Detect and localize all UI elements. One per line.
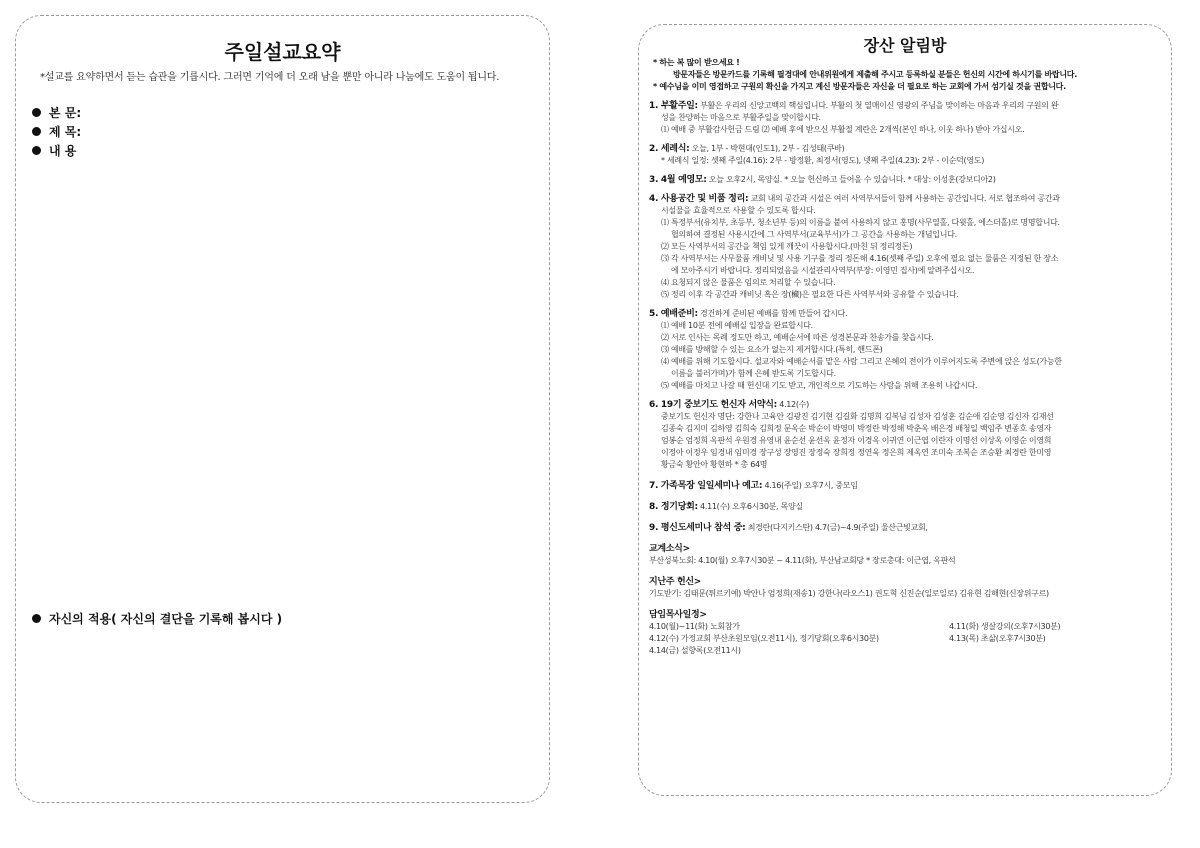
bullet-dot-icon (32, 108, 41, 117)
section-space-cleanup: 4. 사용공간 및 비품 정리: 교회 내의 공간과 시설은 여러 사역부서들이 함께 사용하는 공간입니다. 서로 협조하여 공간과 시설물을 효율적으로 사용할 수 있도록 합시다. ⑴ 특정부서(유치부, 초등부, 청소년부 등)의 이름을 붙여 사용하지 않고 홍명(사무열홀, 다윗홀, 에스더홀)로 명명합니다. 협의하여 결정된 사용시간에 그 사역부서(교육부서)가 그 공간을 사용하는 개념입니다. ⑵ 모든 사역부서의 공간을 책임 있게 깨끗이 사용합시다.(마친 뒤 정리정돈) ⑶ 각 사역부서는 사무물품 캐비닛 및 사용 기구를 정리 정돈해 4.16(셋째 주일) 오후에 필요 없는 물품은 지정된 한 장소 에 모아주시기 바랍니다. 정리되었음을 시설관리사역부(부장: 이영민 집사)에 알려주십시오. ⑷ 요청되지 않은 물품은 임의로 처리할 수 있습니다. ⑸ 정리 이후 각 공간과 캐비닛 혹은 장(欌)은 필요한 다른 사역부서와 공유할 수 있습니다. (649, 194, 1060, 299)
schedule-row: 4.14(금) 설향록(오전11시) (649, 646, 741, 655)
bullet-scripture: 본 문: (32, 104, 81, 121)
section-session-meeting: 8. 정기당회: 4.11(수) 오후6시30분, 목양실 (649, 502, 803, 512)
section-lay-seminar: 9. 평신도세미나 참석 중: 최경란(다지키스탄) 4.7(금)~4.9(주일) 울산근빛교회, (649, 523, 928, 533)
bullet-application: 자신의 적용( 자신의 결단을 기록해 봅시다 ) (32, 610, 282, 627)
bullet-content: 내 용 (32, 142, 76, 159)
announcements-title: 장산 알림방 (863, 36, 947, 55)
schedule-row: 4.12(수) 가정교회 부산초원모임(오전11시), 정기당회(오후6시30분) 4.13(목) 초삶(오후7시30분) (649, 634, 1046, 643)
bullet-dot-icon (32, 614, 41, 623)
section-baptism: 2. 세례식: 오늘, 1부 - 박현대(인도1), 2부 - 김성태(쿠바) * 세례식 일정: 셋째 주일(4.16): 2부 - 방정환, 최정서(영도), 넷째 주일(4.23): 2부 - 이순덕(영도) (649, 144, 985, 165)
section-family-seminar: 7. 가족목장 일일세미나 예고: 4.16(주일) 오후7시, 중모임 (649, 481, 858, 491)
section-pastor-schedule: 담임목사일정> 4.10(월)~11(화) 노회참가 4.11(화) 생살강의(오후7시30분) 4.12(수) 가정교회 부산초원모임(오전11시), 정기당회(오후6시30분) 4.13(목) 초삶(오후7시30분) 4.14(금) 설향록(오전11시) (649, 609, 1163, 657)
schedule-row: 4.10(월)~11(화) 노회참가 4.11(화) 생살강의(오후7시30분) (649, 622, 1061, 631)
sermon-summary-panel (15, 15, 550, 803)
bullet-dot-icon (32, 146, 41, 155)
bullet-dot-icon (32, 127, 41, 136)
section-worship-prep: 5. 예배준비: 경건하게 준비된 예배를 함께 만들어 갑시다. ⑴ 예배 10분 전에 예배실 입장을 완료합시다. ⑵ 서로 인사는 목례 정도만 하고, 예배순서에 따른 성경본문과 찬송가를 찾읍시다. ⑶ 예배를 방해할 수 있는 요소가 없는지 제거합시다.(특히, 핸드폰) ⑷ 예배를 위해 기도합시다. 설교자와 예배순서를 맡은 사람 그리고 은혜의 전이가 이루어지도록 주변에 앉은 성도(가능한 이름을 불러가며)가 함께 은혜 받도록 기도합시다. ⑸ 예배를 마치고 나갈 때 헌신대 기도 받고, 개인적으로 기도하는 사람을 위해 조용히 나갑시다. (649, 309, 1062, 390)
notice-block: * 하는 복 많이 받으세요 ! 방문자들은 방문카드를 기록해 필경대에 안내위원에게 제출해 주시고 등록하실 분들은 헌신의 시간에 하시기를 바랍니다. * 예수님을 이미 영접하고 구원의 확신을 가지고 계신 방문자들은 자신을 더 필요로 하는 교회에 가서 섬기실 것을 권합니다. (653, 58, 1077, 91)
announcements-panel (638, 24, 1172, 796)
section-last-week: 지난주 헌신> 기도받기: 김태문(튀르키예) 박안나 엄정희(재송1) 강한나(라오스1) 권도혁 신진순(일로일로) 김유현 김해현(신장위구르) (649, 577, 1049, 598)
section-church-news: 교계소식> 부산성북노회: 4.10(월) 오후7시30분 ~ 4.11(화), 부산남교회당 * 장로총대: 이근엽, 옥판석 (649, 544, 956, 565)
section-easter: 1. 부활주일: 부활은 우리의 신앙고백의 핵심입니다. 부활의 첫 열매이신 영광의 주님을 맞이하는 마음과 우리의 구원의 완 성을 찬양하는 마음으로 부활주일을 맞이합시다. ⑴ 예배 중 부활감사헌금 드림 ⑵ 예배 후에 받으신 부활절 계란은 2개씩(본인 하나, 이웃 하나) 받아 가십시오. (649, 101, 1059, 134)
bullet-title: 제 목: (32, 123, 81, 140)
announcements-body (649, 57, 1163, 657)
section-april-meeting: 3. 4월 예영모: 오늘 오후2시, 목양실. * 오늘 헌신하고 들어올 수 있습니다. * 대상: 이성훈(강보디아2) (649, 175, 996, 185)
subtitle-note: *설교를 요약하면서 듣는 습관을 기릅시다. 그러면 기억에 더 오래 남을 뿐만 아니라 나눔에도 도움이 됩니다. (40, 72, 500, 83)
section-intercessors: 6. 19기 중보기도 헌신자 서약식: 4.12(수) 중보기도 헌신자 명단: 강한나 고육안 김광진 김기현 김길화 김명희 김복님 김성자 김성훈 김순애 김순영 김신자 김재선 김종숙 김지미 김하영 김희숙 김희정 문옥순 박순이 박영미 박정란 박정해 박춘옥 배은경 배청일 백임주 변종호 송영자 엄봉순 엄정희 옥판석 우원경 유영내 윤순선 윤선옥 윤정자 이경옥 이귀연 이근엽 이란자 이명선 이상옥 이영순 이영희 이정아 이정우 임경내 임미경 장구성 장영진 장정숙 장희정 정연욱 정은희 제옥연 조미숙 조복순 조승환 최경란 한미영 황금숙 황안아 황현하 * 총 64명 (649, 400, 1054, 469)
page-title: 주일설교요약 (224, 40, 341, 64)
